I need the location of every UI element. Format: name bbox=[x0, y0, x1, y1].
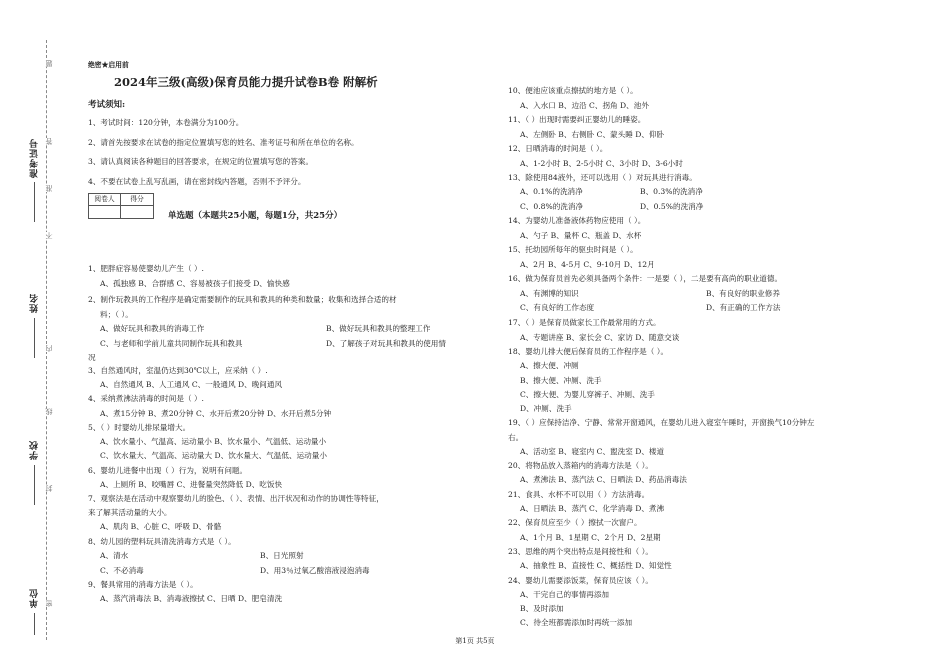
field-line-name bbox=[34, 318, 35, 358]
page-footer: 第1页 共5页 bbox=[455, 637, 495, 645]
left-question-line: 况 bbox=[88, 353, 96, 362]
seal-mark: 线 bbox=[45, 408, 53, 415]
left-question-line: 料；（ ）。 bbox=[100, 310, 133, 319]
right-question-line: A、专题讲座 B、家长会 C、家访 D、随意交谈 bbox=[520, 333, 680, 342]
score-cell: 得分 bbox=[121, 194, 153, 206]
seal-line bbox=[46, 40, 47, 640]
right-question-line: 19、（ ）应保持洁净、宁静、常常开窗通风，在婴幼儿进入寝室午睡时，开窗换气10分钟左 bbox=[508, 418, 815, 427]
right-question-line: A、擦大便、冲厕 bbox=[520, 361, 579, 370]
left-question-line: C、饮水量大、气温高、运动量大 D、饮水量大、气温低、运动量小 bbox=[100, 451, 327, 460]
right-question-line: B、擦大便、冲厕、洗手 bbox=[520, 376, 602, 385]
left-question-line: 7、观察法是在活动中观察婴幼儿的脸色、（ ）、表情、出汗状况和动作的协调性等特征， bbox=[88, 494, 384, 503]
left-question-line: 3、自然通风时，室温仍达到30℃以上，应采纳（ ）. bbox=[88, 366, 268, 375]
seal-mark: 题 bbox=[45, 60, 53, 67]
right-question-line: B、有良好的职业修养 bbox=[706, 289, 780, 298]
right-question-line: 17、（ ）是保育员做家长工作最常用的方式。 bbox=[508, 318, 661, 327]
left-question-line: A、自然通风 B、人工通风 C、一般通风 D、晚间通风 bbox=[100, 380, 283, 389]
score-box-divider bbox=[120, 205, 121, 218]
right-question-line: A、日晒法 B、蒸汽 C、化学消毒 D、煮沸 bbox=[520, 504, 665, 513]
right-question-line: 23、思维的两个突出特点是间接性和（ ）。 bbox=[508, 547, 653, 556]
field-line-exam-number bbox=[34, 182, 35, 222]
right-question-line: 11、（ ）出现时需要纠正婴幼儿的睡姿。 bbox=[508, 115, 646, 124]
right-question-line: D、冲厕、洗手 bbox=[520, 404, 572, 413]
label-unit: 单位 bbox=[30, 588, 40, 608]
left-question-line: 1、肥胖症容易使婴幼儿产生（ ）. bbox=[88, 264, 204, 273]
page-title: 2024年三级(高级)保育员能力提升试卷B卷 附解析 bbox=[114, 75, 378, 89]
right-question-line: C、0.8%的洗消净 bbox=[520, 202, 584, 211]
left-question-line: 来了解其活动量的大小。 bbox=[88, 508, 172, 517]
section-title: 单选题（本题共25小题，每题1分，共25分） bbox=[168, 211, 343, 221]
left-question-line: 9、餐具常用的消毒方法是（ ）。 bbox=[88, 580, 198, 589]
notice-item: 1、考试时间：120分钟，本卷满分为100分。 bbox=[88, 118, 244, 127]
right-question-line: A、干完自己的事情再添加 bbox=[520, 590, 610, 599]
left-question-line: A、做好玩具和教具的消毒工作 bbox=[100, 324, 205, 333]
left-question-line: B、日光照射 bbox=[260, 551, 304, 560]
left-question-line: A、上厕所 B、咬嘴唇 C、进餐量突然降低 D、吃饭快 bbox=[100, 480, 283, 489]
left-question-line: D、了解孩子对玩具和教具的使用情 bbox=[326, 339, 446, 348]
left-question-line: 5、（ ）时婴幼儿排尿量增大。 bbox=[88, 423, 191, 432]
right-question-line: 13、除使用84液外，还可以选用（ ）对玩具进行消毒。 bbox=[508, 173, 697, 182]
field-line-school bbox=[34, 465, 35, 505]
right-question-line: 15、托幼园所每年的驱虫时间是（ ）。 bbox=[508, 245, 638, 254]
right-question-line: A、煮沸法 B、蒸汽法 C、日晒法 D、药品消毒法 bbox=[520, 475, 687, 484]
right-question-line: B、0.3%的洗消净 bbox=[640, 187, 703, 196]
right-question-line: 21、食具、水杯不可以用（ ）方法消毒。 bbox=[508, 490, 650, 499]
left-question-line: A、饮水量小、气温高、运动量小 B、饮水量小、气温低、运动量小 bbox=[100, 437, 327, 446]
right-question-line: 右。 bbox=[508, 433, 524, 442]
right-question-line: 22、保育员应至少（ ）擦拭一次窗户。 bbox=[508, 518, 642, 527]
left-question-line: B、做好玩具和教具的整理工作 bbox=[326, 324, 431, 333]
seal-mark: 准 bbox=[45, 185, 53, 192]
label-school: 学校 bbox=[30, 440, 40, 460]
seal-mark: 封 bbox=[45, 485, 53, 492]
left-question-line: A、孤独感 B、合群感 C、容易被孩子们接受 D、愉快感 bbox=[100, 279, 290, 288]
left-question-line: A、蒸汽消毒法 B、消毒液擦拭 C、日晒 D、肥皂清洗 bbox=[100, 594, 283, 603]
right-question-line: A、勺子 B、量杯 C、瓶盖 D、水杯 bbox=[520, 231, 642, 240]
right-question-line: 10、便池应该重点擦拭的地方是（ ）。 bbox=[508, 86, 638, 95]
notice-item: 3、请认真阅读各种题目的回答要求，在规定的位置填写您的答案。 bbox=[88, 157, 314, 166]
right-question-line: D、0.5%的洗消净 bbox=[640, 202, 704, 211]
right-question-line: A、有渊博的知识 bbox=[520, 289, 579, 298]
right-question-line: A、1个月 B、1星期 C、2个月 D、2星期 bbox=[520, 533, 661, 542]
left-question-line: 2、制作玩教具的工作程序是确定需要制作的玩具和教具的种类和数量；收集和选择合适的材 bbox=[88, 295, 397, 304]
right-question-line: C、待全班都需添加时再统一添加 bbox=[520, 618, 633, 627]
right-question-line: A、左侧卧 B、右侧卧 C、蒙头睡 D、仰卧 bbox=[520, 130, 665, 139]
right-question-line: A、抽象性 B、直接性 C、概括性 D、知觉性 bbox=[520, 561, 672, 570]
right-question-line: A、1-2小时 B、2-5小时 C、3小时 D、3-6小时 bbox=[520, 159, 683, 168]
right-question-line: B、及时添加 bbox=[520, 604, 564, 613]
left-question-line: 6、婴幼儿进餐中出现（ ）行为，说明有问题。 bbox=[88, 466, 248, 475]
seal-mark: 不 bbox=[45, 232, 53, 239]
left-question-line: A、煮15分钟 B、煮20分钟 C、水开后煮20分钟 D、水开后煮5分钟 bbox=[100, 409, 332, 418]
right-question-line: 12、日晒消毒的时间是（ ）。 bbox=[508, 144, 608, 153]
right-question-line: 24、婴幼儿需要添饭菜，保育员应该（ ）。 bbox=[508, 576, 653, 585]
right-question-line: 18、婴幼儿排大便后保育员的工作程序是（ ）。 bbox=[508, 347, 669, 356]
notice-item: 4、不要在试卷上乱写乱画，请在密封线内答题，否则不予评分。 bbox=[88, 177, 306, 186]
reviewer-cell: 阅卷人 bbox=[89, 194, 121, 206]
secret-label: 绝密★启用前 bbox=[88, 61, 129, 69]
right-question-line: 16、做为保育员首先必须具备两个条件：一是要（ ），二是要有高尚的职业道德。 bbox=[508, 274, 783, 283]
label-exam-number: 准考证号 bbox=[30, 138, 40, 178]
seal-mark: 答 bbox=[45, 138, 53, 145]
right-question-line: C、擦大便、为婴儿穿裤子、冲厕、洗手 bbox=[520, 390, 655, 399]
left-question-line: 8、幼儿园的塑料玩具清洗消毒方式是（ ）。 bbox=[88, 537, 236, 546]
seal-mark: 内 bbox=[45, 345, 53, 352]
right-question-line: A、2月 B、4-5月 C、9-10月 D、12月 bbox=[520, 260, 655, 269]
left-question-line: A、肌肉 B、心脏 C、呼吸 D、骨骼 bbox=[100, 522, 222, 531]
left-question-line: C、不必消毒 bbox=[100, 566, 144, 575]
seal-mark: 密 bbox=[45, 600, 53, 607]
left-question-line: D、用3％过氧乙酸溶液浸泡消毒 bbox=[260, 566, 370, 575]
right-question-line: 14、为婴幼儿准备液体药物应使用（ ）。 bbox=[508, 216, 646, 225]
right-question-line: A、活动室 B、寝室内 C、盥洗室 D、楼道 bbox=[520, 447, 665, 456]
left-question-line: 4、采纳煮沸法消毒的时间是（ ）. bbox=[88, 394, 204, 403]
left-question-line: A、清水 bbox=[100, 551, 129, 560]
right-question-line: D、有正确的工作方法 bbox=[706, 303, 781, 312]
score-box bbox=[88, 193, 154, 219]
notice-item: 2、请首先按要求在试卷的指定位置填写您的姓名、准考证号和所在单位的名称。 bbox=[88, 138, 359, 147]
field-line-unit bbox=[34, 613, 35, 635]
label-name: 姓名 bbox=[30, 293, 40, 313]
left-question-line: C、与老师和学前儿童共同制作玩具和教具 bbox=[100, 339, 243, 348]
right-question-line: A、入水口 B、边沿 C、拐角 D、池外 bbox=[520, 101, 649, 110]
right-question-line: A、0.1%的洗消净 bbox=[520, 187, 583, 196]
notice-heading: 考试须知: bbox=[88, 100, 126, 110]
right-question-line: 20、将物品放入蒸箱内的消毒方法是（ ）。 bbox=[508, 461, 653, 470]
right-question-line: C、有良好的工作态度 bbox=[520, 303, 595, 312]
